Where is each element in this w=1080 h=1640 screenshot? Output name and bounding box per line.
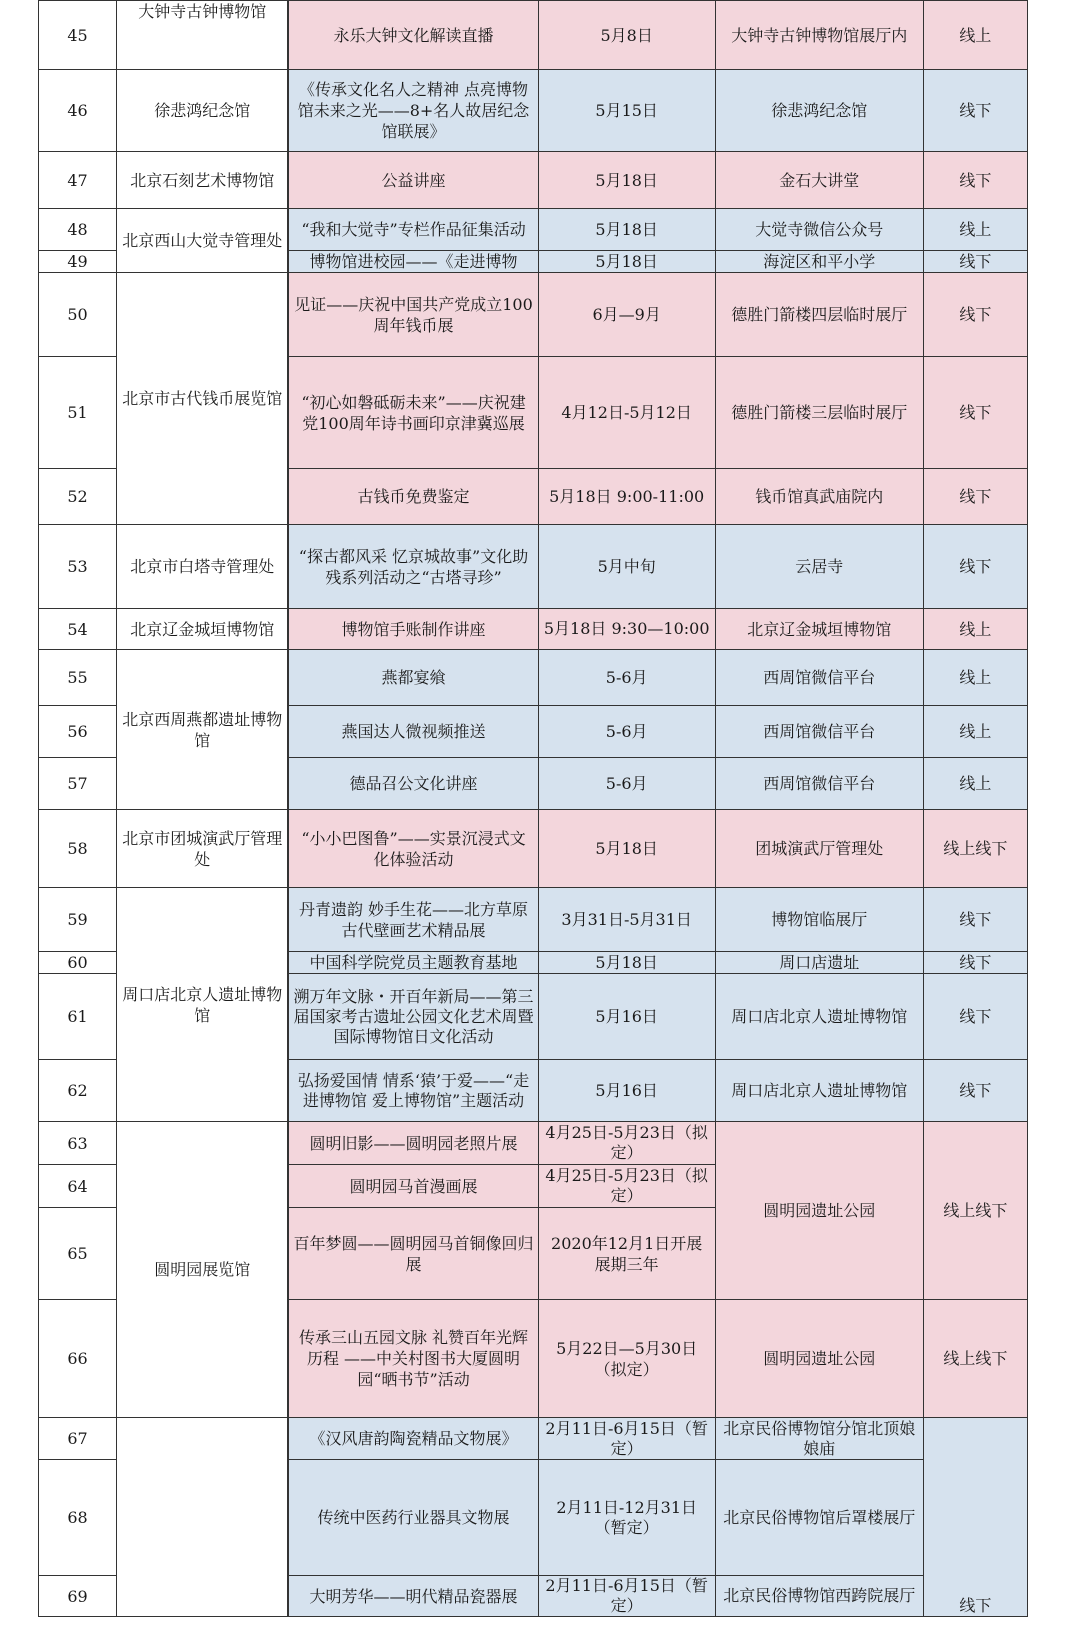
venue-cell: 北京市白塔寺管理处 — [117, 525, 289, 609]
venue-cell: 北京市团城演武厅管理处 — [117, 810, 289, 888]
mode-cell: 线上 — [923, 650, 1027, 706]
place-cell: 西周馆微信平台 — [715, 650, 923, 706]
place-cell: 周口店遗址 — [715, 952, 923, 974]
place-cell: 圆明园遗址公园 — [715, 1300, 923, 1418]
place-cell: 德胜门箭楼四层临时展厅 — [715, 273, 923, 357]
mode-cell: 线上线下 — [923, 810, 1027, 888]
row-number: 64 — [39, 1165, 117, 1208]
event-cell: 弘扬爱国情 情系‘猿’于爱——“走进博物馆 爱上博物馆”主题活动 — [288, 1060, 538, 1122]
row-number: 52 — [39, 469, 117, 525]
date-cell: 5月16日 — [538, 974, 715, 1060]
mode-cell: 线下 — [923, 1418, 1027, 1617]
event-cell: 永乐大钟文化解读直播 — [288, 1, 538, 70]
mode-cell: 线上 — [923, 609, 1027, 650]
mode-cell: 线下 — [923, 251, 1027, 273]
event-cell: 传统中医药行业器具文物展 — [288, 1460, 538, 1576]
venue-cell: 北京市古代钱币展览馆 — [117, 273, 289, 525]
place-cell: 周口店北京人遗址博物馆 — [715, 974, 923, 1060]
date-cell: 5月18日 — [538, 251, 715, 273]
mode-cell: 线下 — [923, 273, 1027, 357]
date-cell: 5月8日 — [538, 1, 715, 70]
row-number: 45 — [39, 1, 117, 70]
row-number: 65 — [39, 1208, 117, 1300]
event-cell: 《汉风唐韵陶瓷精品文物展》 — [288, 1418, 538, 1460]
place-cell: 西周馆微信平台 — [715, 706, 923, 758]
row-number: 47 — [39, 152, 117, 209]
place-cell: 北京辽金城垣博物馆 — [715, 609, 923, 650]
venue-cell: 徐悲鸿纪念馆 — [117, 70, 289, 152]
date-cell: 5月22日—5月30日（拟定） — [538, 1300, 715, 1418]
venue-cell — [117, 1418, 289, 1617]
row-number: 67 — [39, 1418, 117, 1460]
event-cell: 圆明旧影——圆明园老照片展 — [288, 1122, 538, 1165]
event-cell: “我和大觉寺”专栏作品征集活动 — [288, 209, 538, 251]
date-cell: 5月18日 — [538, 952, 715, 974]
event-cell: 中国科学院党员主题教育基地 — [288, 952, 538, 974]
date-cell: 2020年12月1日开展 展期三年 — [538, 1208, 715, 1300]
row-number: 56 — [39, 706, 117, 758]
event-cell: 德品召公文化讲座 — [288, 758, 538, 810]
venue-cell: 周口店北京人遗址博物馆 — [117, 888, 289, 1122]
events-table — [38, 0, 1028, 1617]
place-cell: 海淀区和平小学 — [715, 251, 923, 273]
venue-cell: 北京西周燕都遗址博物馆 — [117, 650, 289, 810]
table-row — [39, 70, 1028, 152]
mode-cell: 线上 — [923, 209, 1027, 251]
date-cell: 2月11日-6月15日（暂定） — [538, 1576, 715, 1617]
row-number: 49 — [39, 251, 117, 273]
row-number: 57 — [39, 758, 117, 810]
table-row — [39, 209, 1028, 251]
mode-cell: 线下 — [923, 888, 1027, 952]
place-cell: 圆明园遗址公园 — [715, 1122, 923, 1300]
mode-cell: 线下 — [923, 469, 1027, 525]
mode-cell: 线下 — [923, 974, 1027, 1060]
table-row — [39, 609, 1028, 650]
place-cell: 北京民俗博物馆分馆北顶娘娘庙 — [715, 1418, 923, 1460]
event-cell: 百年梦圆——圆明园马首铜像回归展 — [288, 1208, 538, 1300]
event-cell: 见证——庆祝中国共产党成立100周年钱币展 — [288, 273, 538, 357]
place-cell: 北京民俗博物馆后罩楼展厅 — [715, 1460, 923, 1576]
row-number: 53 — [39, 525, 117, 609]
mode-cell: 线下 — [923, 525, 1027, 609]
event-cell: “初心如磐砥砺未来”——庆祝建党100周年诗书画印京津冀巡展 — [288, 357, 538, 469]
table-row — [39, 1122, 1028, 1165]
event-cell: “探古都风采 忆京城故事”文化助残系列活动之“古塔寻珍” — [288, 525, 538, 609]
row-number: 61 — [39, 974, 117, 1060]
mode-cell: 线上线下 — [923, 1122, 1027, 1300]
event-cell: 公益讲座 — [288, 152, 538, 209]
row-number: 69 — [39, 1576, 117, 1617]
row-number: 50 — [39, 273, 117, 357]
place-cell: 西周馆微信平台 — [715, 758, 923, 810]
place-cell: 云居寺 — [715, 525, 923, 609]
event-cell: 《传承文化名人之精神 点亮博物馆未来之光——8+名人故居纪念馆联展》 — [288, 70, 538, 152]
row-number: 62 — [39, 1060, 117, 1122]
event-cell: 博物馆手账制作讲座 — [288, 609, 538, 650]
place-cell: 北京民俗博物馆西跨院展厅 — [715, 1576, 923, 1617]
event-cell: 燕都宴飨 — [288, 650, 538, 706]
event-cell: 传承三山五园文脉 礼赞百年光辉历程 ——中关村图书大厦圆明园“晒书节”活动 — [288, 1300, 538, 1418]
row-number: 54 — [39, 609, 117, 650]
date-cell: 5-6月 — [538, 758, 715, 810]
venue-cell: 圆明园展览馆 — [117, 1122, 289, 1418]
place-cell: 博物馆临展厅 — [715, 888, 923, 952]
row-number: 46 — [39, 70, 117, 152]
table-row — [39, 152, 1028, 209]
table-row — [39, 650, 1028, 706]
table-row — [39, 273, 1028, 357]
place-cell: 大觉寺微信公众号 — [715, 209, 923, 251]
row-number: 48 — [39, 209, 117, 251]
row-number: 59 — [39, 888, 117, 952]
date-cell: 5月15日 — [538, 70, 715, 152]
event-cell: 溯万年文脉・开百年新局——第三届国家考古遗址公园文化艺术周暨国际博物馆日文化活动 — [288, 974, 538, 1060]
mode-cell: 线下 — [923, 1060, 1027, 1122]
mode-cell: 线下 — [923, 357, 1027, 469]
row-number: 66 — [39, 1300, 117, 1418]
date-cell: 5月18日 — [538, 209, 715, 251]
row-number: 60 — [39, 952, 117, 974]
date-cell: 5-6月 — [538, 706, 715, 758]
mode-cell: 线下 — [923, 952, 1027, 974]
place-cell: 徐悲鸿纪念馆 — [715, 70, 923, 152]
place-cell: 周口店北京人遗址博物馆 — [715, 1060, 923, 1122]
date-cell: 5月16日 — [538, 1060, 715, 1122]
table-row — [39, 525, 1028, 609]
table-row — [39, 1, 1028, 70]
date-cell: 2月11日-12月31日（暂定） — [538, 1460, 715, 1576]
date-cell: 3月31日-5月31日 — [538, 888, 715, 952]
venue-cell: 北京石刻艺术博物馆 — [117, 152, 289, 209]
event-cell: 大明芳华——明代精品瓷器展 — [288, 1576, 538, 1617]
row-number: 58 — [39, 810, 117, 888]
row-number: 68 — [39, 1460, 117, 1576]
date-cell: 4月25日-5月23日（拟定） — [538, 1165, 715, 1208]
event-cell: 古钱币免费鉴定 — [288, 469, 538, 525]
place-cell: 德胜门箭楼三层临时展厅 — [715, 357, 923, 469]
date-cell: 5-6月 — [538, 650, 715, 706]
row-number: 63 — [39, 1122, 117, 1165]
date-cell: 5月18日 9:00-11:00 — [538, 469, 715, 525]
event-cell: 博物馆进校园——《走进博物 — [288, 251, 538, 273]
venue-cell: 北京辽金城垣博物馆 — [117, 609, 289, 650]
table-row — [39, 810, 1028, 888]
row-number: 51 — [39, 357, 117, 469]
mode-cell: 线上 — [923, 706, 1027, 758]
mode-cell: 线上 — [923, 758, 1027, 810]
table-row — [39, 1418, 1028, 1460]
event-cell: 圆明园马首漫画展 — [288, 1165, 538, 1208]
table-row — [39, 888, 1028, 952]
mode-cell: 线上 — [923, 1, 1027, 70]
date-cell: 5月18日 — [538, 810, 715, 888]
place-cell: 团城演武厅管理处 — [715, 810, 923, 888]
date-cell: 5月中旬 — [538, 525, 715, 609]
event-cell: “小小巴图鲁”——实景沉浸式文化体验活动 — [288, 810, 538, 888]
mode-cell: 线下 — [923, 70, 1027, 152]
venue-cell: 大钟寺古钟博物馆 — [117, 1, 289, 70]
venue-cell: 北京西山大觉寺管理处 — [117, 209, 289, 273]
mode-cell: 线下 — [923, 152, 1027, 209]
date-cell: 5月18日 9:30—10:00 — [538, 609, 715, 650]
date-cell: 4月25日-5月23日（拟定） — [538, 1122, 715, 1165]
date-cell: 4月12日-5月12日 — [538, 357, 715, 469]
place-cell: 金石大讲堂 — [715, 152, 923, 209]
event-cell: 丹青遗韵 妙手生花——北方草原古代壁画艺术精品展 — [288, 888, 538, 952]
date-cell: 2月11日-6月15日（暂定） — [538, 1418, 715, 1460]
event-cell: 燕国达人微视频推送 — [288, 706, 538, 758]
date-cell: 6月—9月 — [538, 273, 715, 357]
date-cell: 5月18日 — [538, 152, 715, 209]
place-cell: 大钟寺古钟博物馆展厅内 — [715, 1, 923, 70]
place-cell: 钱币馆真武庙院内 — [715, 469, 923, 525]
mode-cell: 线上线下 — [923, 1300, 1027, 1418]
row-number: 55 — [39, 650, 117, 706]
